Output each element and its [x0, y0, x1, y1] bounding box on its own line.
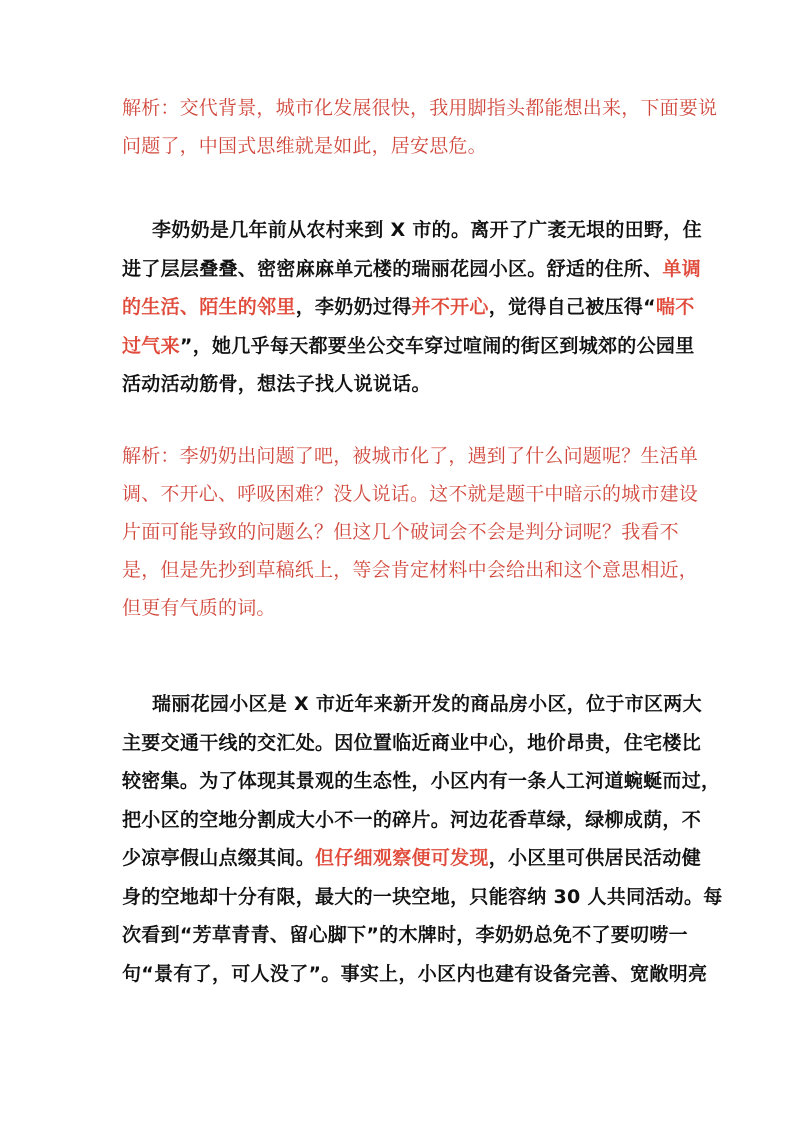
- paragraph-line: [122, 955, 708, 994]
- paragraph-line: [122, 916, 688, 955]
- story-paragraph-1: [122, 211, 702, 404]
- story-paragraph-2: [122, 685, 723, 993]
- text-span: ，觉得自己被压得“: [488, 296, 656, 318]
- paragraph-line: [122, 724, 702, 763]
- text-span: 身的空地却十分有限，最大的一块空地，只能容纳 30 人共同活动。每: [122, 885, 723, 908]
- paragraph-line: [122, 762, 721, 801]
- highlighted-phrase: 单调: [662, 257, 702, 280]
- paragraph-line: [122, 250, 702, 289]
- analysis-line: 调、不开心、呼吸困难？没人说话。这不就是题干中暗示的城市建设: [122, 483, 699, 505]
- paragraph-line: [122, 365, 688, 404]
- text-span: 瑞丽花园小区是 X 市近年来新开发的商品房小区，位于市区两大: [152, 693, 702, 715]
- text-span: 把小区的空地分割成大小不一的碎片。河边花香草绿，绿柳成荫，不: [122, 808, 702, 831]
- text-span: 较密集。为了体现其景观的生态性，小区内有一条人工河道蜿蜒而过，: [122, 770, 721, 792]
- text-span: ，小区里可供居民活动健: [488, 847, 702, 869]
- paragraph-line: [122, 801, 702, 840]
- text-span: ”，她几乎每天都要坐公交车穿过喧闹的街区到城郊的公园里: [179, 334, 695, 357]
- text-span: 主要交通干线的交汇处。因位置临近商业中心，地价昂贵，住宅楼比: [122, 731, 702, 754]
- paragraph-line: [122, 288, 695, 327]
- paragraph-line: [122, 211, 702, 250]
- analysis-line: 但更有气质的词。: [122, 597, 276, 619]
- paragraph-line: [122, 685, 702, 724]
- text-span: 少凉亭假山点缀其间。: [122, 847, 316, 869]
- analysis-note-2: [122, 437, 699, 627]
- highlighted-phrase: 但仔细观察便可发现: [315, 847, 489, 869]
- text-span: 李奶奶是几年前从农村来到 X 市的。离开了广袤无垠的田野，住: [152, 219, 702, 241]
- text-span: 次看到“芳草青青、留心脚下”的木牌时，李奶奶总免不了要叨唠一: [122, 924, 688, 946]
- analysis-line: 是，但是先抄到草稿纸上，等会肯定材料中会给出和这个意思相近，: [122, 559, 699, 581]
- analysis-line: 解析：李奶奶出问题了吧，被城市化了，遇到了什么问题呢？生活单: [122, 445, 699, 467]
- analysis-note-1: [122, 89, 718, 165]
- analysis-line: 片面可能导致的问题么？但这几个破词会不会是判分词呢？我看不: [122, 521, 679, 543]
- highlighted-phrase: 过气来: [122, 334, 180, 357]
- highlighted-phrase: 的生活、陌生的邻里: [122, 296, 296, 318]
- text-span: 活动活动筋骨，想法子找人说说话。: [122, 373, 431, 395]
- analysis-line: 解析：交代背景，城市化发展很快，我用脚指头都能想出来，下面要说: [122, 97, 718, 119]
- paragraph-line: [122, 839, 702, 878]
- paragraph-line: [122, 878, 723, 917]
- highlighted-phrase: 并不开心: [411, 296, 489, 318]
- paragraph-line: [122, 327, 695, 366]
- highlighted-phrase: 喘不: [655, 296, 695, 318]
- text-span: ，李奶奶过得: [295, 296, 412, 318]
- text-span: 句“景有了，可人没了”。事实上，小区内也建有设备完善、宽敞明亮: [122, 962, 708, 985]
- text-span: 进了层层叠叠、密密麻麻单元楼的瑞丽花园小区。舒适的住所、: [122, 257, 663, 280]
- analysis-line: 问题了，中国式思维就是如此，居安思危。: [122, 135, 487, 157]
